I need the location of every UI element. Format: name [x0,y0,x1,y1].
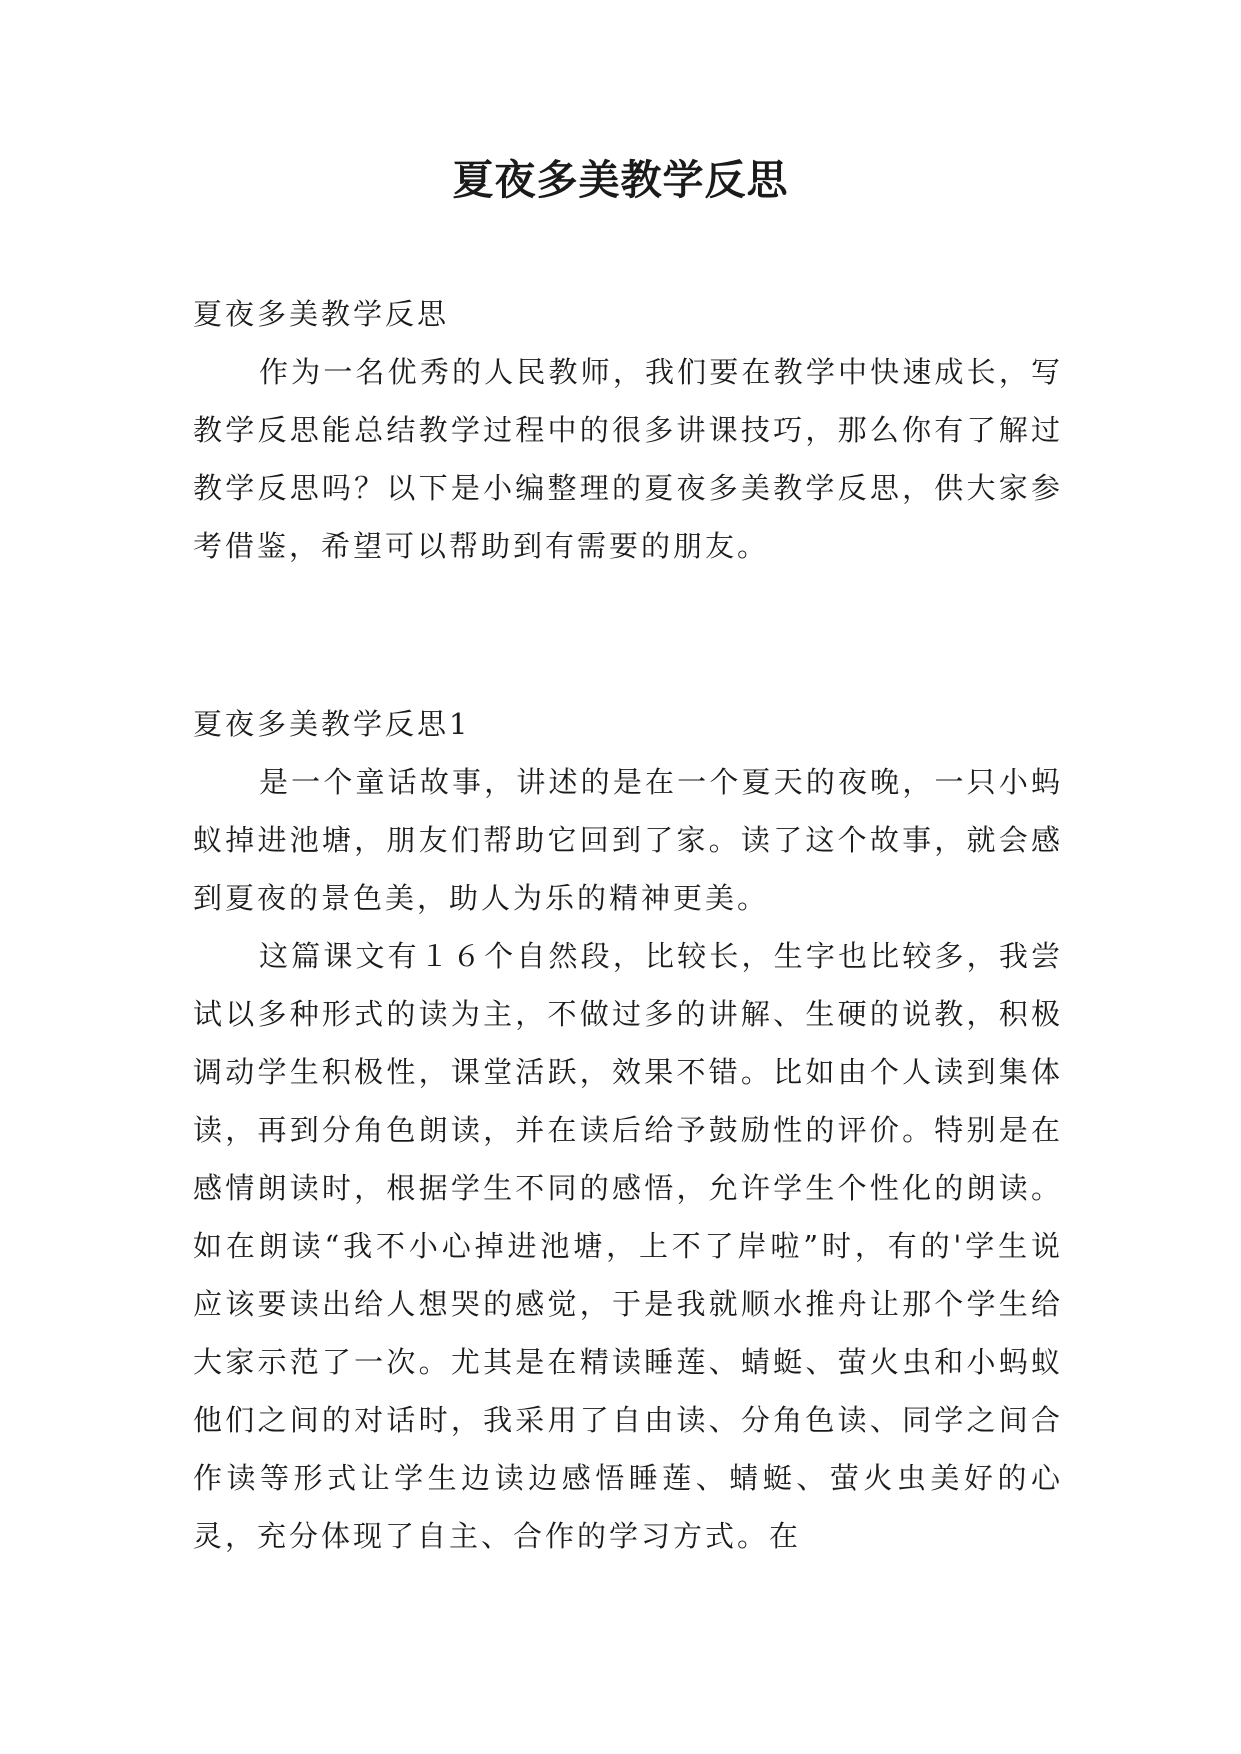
document-title: 夏夜多美教学反思 [452,156,789,204]
section-1-paragraph-2: 这篇课文有１６个自然段，比较长，生字也比较多，我尝试以多种形式的读为主，不做过多的讲解、生硬的说教，积极调动学生积极性，课堂活跃，效果不错。比如由个人读到集体读，再到分角色朗读，并在读后给予鼓励性的评价。特别是在感情朗读时，根据学生不同的感悟，允许学生个性化的朗读。如在朗读“我不小心掉进池塘，上不了岸啦”时，有的'学生说应该要读出给人想哭的感觉，于是我就顺水推舟让那个学生给大家示范了一次。尤其是在精读睡莲、蜻蜓、萤火虫和小蚂蚁他们之间的对话时，我采用了自由读、分角色读、同学之间合作读等形式让学生边读边感悟睡莲、蜻蜓、萤火虫美好的心灵，充分体现了自主、合作的学习方式。在 [193,939,1063,1553]
intro-paragraph: 作为一名优秀的人民教师，我们要在教学中快速成长，写教学反思能总结教学过程中的很多讲课技巧，那么你有了解过教学反思吗？以下是小编整理的夏夜多美教学反思，供大家参考借鉴，希望可以帮助到有需要的朋友。 [193,355,1063,563]
section-1-heading: 夏夜多美教学反思1 [193,707,471,741]
section-1 [193,695,1063,1565]
intro-heading: 夏夜多美教学反思 [193,297,450,331]
section-1-paragraph-1: 是一个童话故事，讲述的是在一个夏天的夜晚，一只小蚂蚁掉进池塘，朋友们帮助它回到了家。读了这个故事，就会感到夏夜的景色美，助人为乐的精神更美。 [193,765,1063,915]
intro-section [193,285,1063,575]
